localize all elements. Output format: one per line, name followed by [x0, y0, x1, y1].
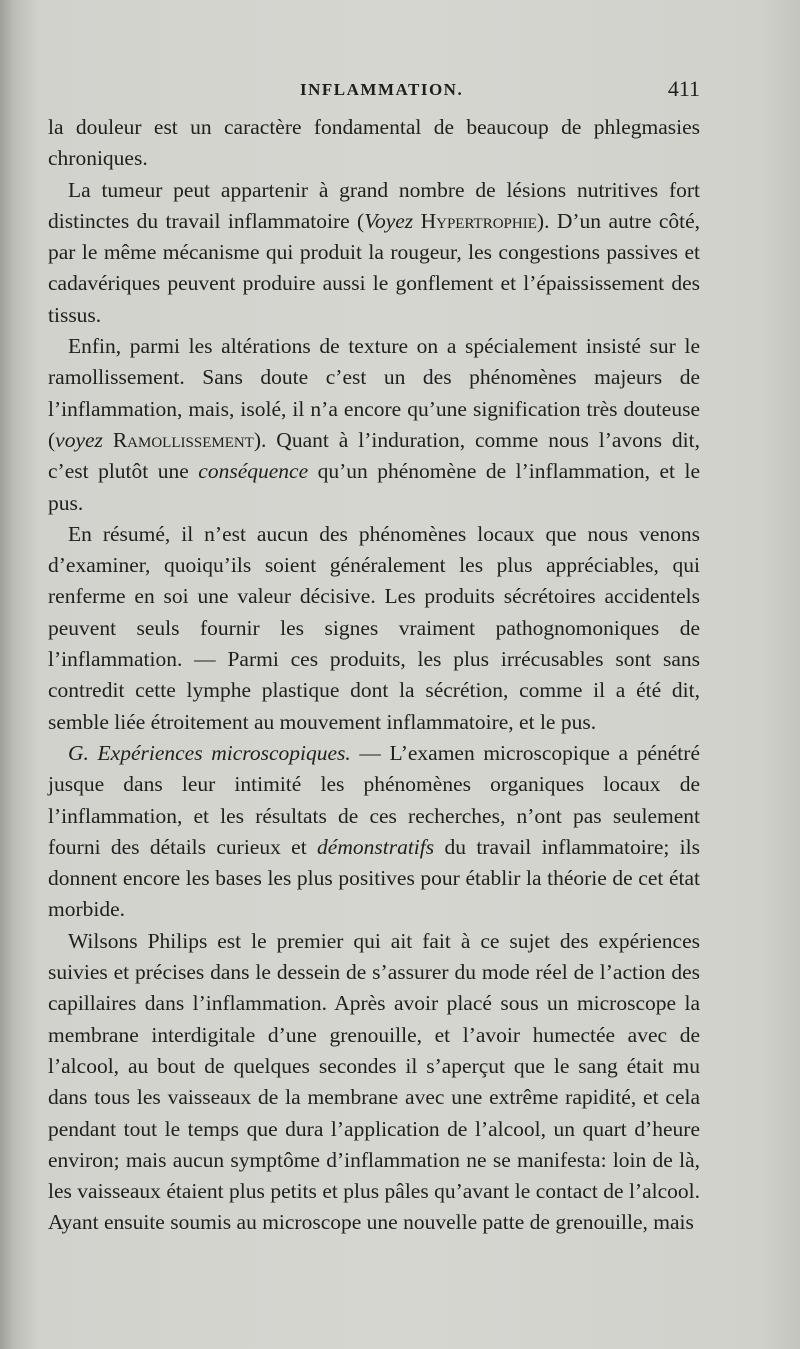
text-run: En résumé, il n’est aucun des phénomènes locaux que nous venons d’examiner, quoiqu’ils soient généralement les plus appréciables, qui renferme en soi une valeur décisive. Les produits sécrétoires accidentels peuvent seuls fournir les signes vraiment pathognomoniques de l’inflammation. — Parmi ces produits, les plus irrécusables sont sans contredit cette lymphe plastique dont la sécrétion, comme il a été dit, semble liée étroitement au mouvement inflammatoire, et le pus.: [48, 521, 700, 734]
page-header: [48, 78, 700, 104]
text-run: ). D’un autre côté, par le même mécanisme qui produit la rougeur, les congestions passives et cadavériques peuvent produire aussi le gonflement et l’épaississement des tissus.: [48, 208, 701, 327]
text-run: La tumeur peut appartenir à grand nombre de lésions nutritives fort distinctes du travail inflammatoire (: [48, 177, 700, 233]
italic-text: démonstratifs: [317, 834, 435, 859]
smallcaps-text: Ramollissement: [112, 427, 254, 452]
italic-text: G. Expériences microscopiques.: [68, 740, 351, 765]
page-number: 411: [667, 76, 700, 101]
paragraph: [48, 112, 700, 175]
paragraph: [48, 738, 700, 926]
text-run: Enfin, parmi les altérations de texture on a spécialement insisté sur le ramollissement. Sans doute c’est un des phénomènes majeurs de l’inflammation, mais, isolé, il n’a encore qu’une signification très douteuse (: [48, 334, 700, 452]
paragraph: [48, 926, 700, 1239]
paragraph: [48, 331, 700, 519]
running-title: INFLAMMATION.: [300, 80, 464, 99]
text-run: la douleur est un caractère fondamental de beaucoup de phlegmasies chroniques.: [48, 115, 700, 171]
italic-text: conséquence: [198, 459, 309, 484]
paragraph: [48, 519, 700, 738]
paragraph: [48, 175, 700, 331]
text-run: Wilsons Philips est le premier qui ait fait à ce sujet des expériences suivies et précises dans le dessein de s’assurer du mode réel de l’action des capillaires dans l’inflammation. Après avoir placé sous un microscope la membrane interdigitale d’une grenouille, et l’avoir humectée avec de l’alcool, au bout de quelques secondes il s’aperçut que le sang était mu dans tous les vaisseaux de la membrane avec une extrême rapidité, et cela pendant tout le temps que dura l’application de l’alcool, un quart d’heure environ; mais aucun symptôme d’inflammation ne se manifesta: loin de là, les vaisseaux étaient plus petits et plus pâles qu’avant le contact de l’alcool. Ayant ensuite soumis au microscope une nouvelle patte de grenouille, mais: [48, 928, 700, 1235]
text-run: qu’un phénomène de l’inflammation, et le pus.: [48, 459, 700, 515]
italic-text: Voyez: [364, 208, 414, 233]
text-run: — L’examen microscopique a pénétré jusque dans leur intimité les phénomènes organiques locaux de l’inflammation, et les résultats de ces recherches, n’ont pas seulement fourni des détails curieux et: [48, 740, 700, 859]
text-run: [413, 209, 420, 233]
body-text: [48, 112, 700, 1239]
italic-text: voyez: [55, 427, 103, 452]
text-run: du travail inflammatoire; ils donnent encore les bases les plus positives pour établir la théorie de cet état morbide.: [48, 834, 700, 922]
text-run: ). Quant à l’induration, comme nous l’avons dit, c’est plutôt une: [48, 427, 701, 484]
text-run: [103, 428, 113, 452]
smallcaps-text: Hypertrophie: [420, 208, 537, 233]
